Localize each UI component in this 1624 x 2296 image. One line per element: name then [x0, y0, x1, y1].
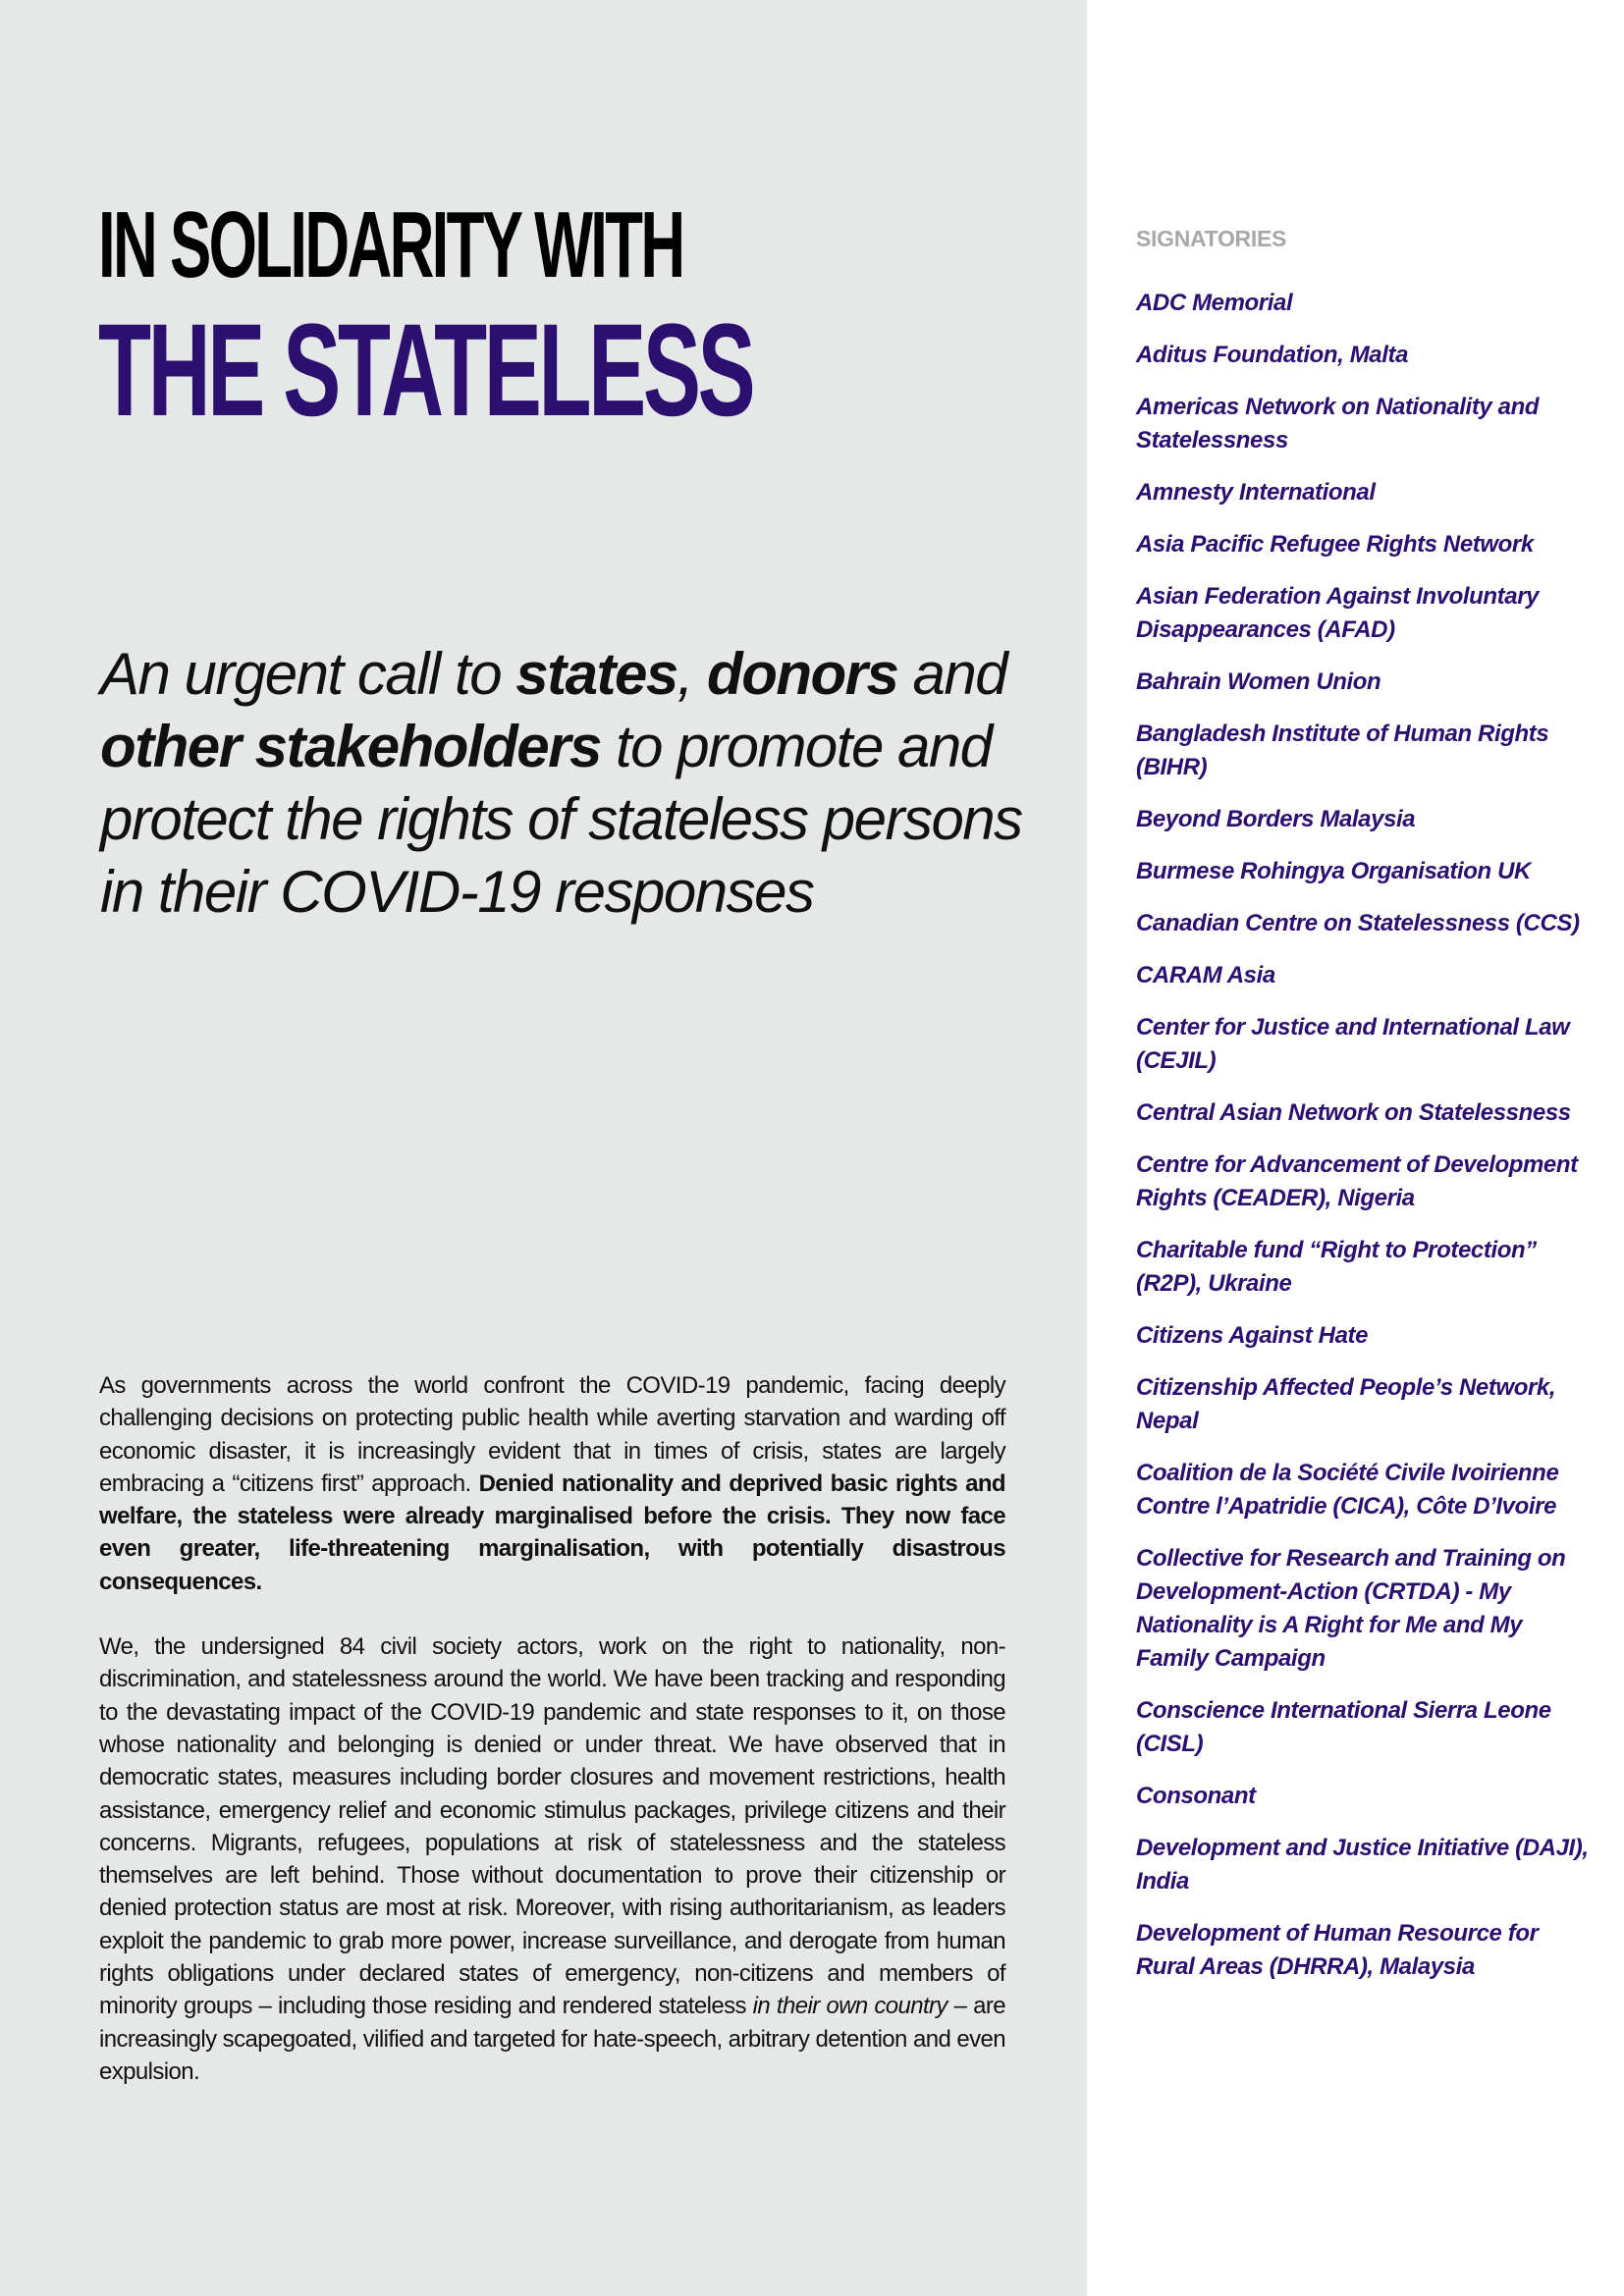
signatory-item: Bahrain Women Union: [1136, 668, 1381, 695]
signatory-item: Coalition de la Société Civile Ivoirienne Contre l’Apatridie (CICA), Côte D’Ivoire: [1136, 1460, 1559, 1520]
subtitle-emphasis-states: states: [515, 641, 677, 707]
signatory-item: Development and Justice Initiative (DAJI), India: [1136, 1835, 1589, 1895]
signatory-item: Central Asian Network on Statelessness: [1136, 1099, 1571, 1126]
signatory-item: Asia Pacific Refugee Rights Network: [1136, 531, 1534, 558]
signatory-item: Bangladesh Institute of Human Rights (BIHR): [1136, 721, 1549, 780]
signatory-item: Centre for Advancement of Development Rights (CEADER), Nigeria: [1136, 1151, 1578, 1211]
signatory-item: Burmese Rohingya Organisation UK: [1136, 858, 1531, 884]
signatories-heading: SIGNATORIES: [1136, 226, 1287, 251]
body-text: [99, 1369, 1005, 2088]
signatory-item: Consonant: [1136, 1783, 1256, 1809]
subtitle-emphasis-stakeholders: other stakeholders: [100, 714, 601, 779]
paragraph-1-text: As governments across the world confront the COVID-19 pandemic, facing deeply challenging decisions on protecting public health while averting starvation and warding off economic disaster, it is increasingly evident that in times of crisis, states are largely embracing a “citizens first” approach.: [99, 1372, 1005, 1497]
signatory-item: Development of Human Resource for Rural Areas (DHRRA), Malaysia: [1136, 1920, 1539, 1980]
subtitle-text: ,: [677, 641, 708, 707]
paragraph-2: [99, 1630, 1005, 2088]
paragraph-1-bold-text: Denied nationality and deprived basic rights and welfare, the stateless were already marginalised before the crisis. They now face even greater, life-threatening marginalisation, with potentially disastrous consequences.: [99, 1469, 1005, 1595]
signatories-sidebar: [1136, 222, 1597, 2002]
signatories-list: [1136, 287, 1597, 1984]
signatory-item: Charitable fund “Right to Protection” (R2P), Ukraine: [1136, 1237, 1537, 1297]
signatory-item: CARAM Asia: [1136, 962, 1275, 988]
signatory-item: Citizenship Affected People’s Network, Nepal: [1136, 1374, 1556, 1434]
title-line-1: IN SOLIDARITY WITH: [98, 192, 683, 297]
signatory-item: Collective for Research and Training on Development-Action (CRTDA) - My Nationality is A Right for Me and My Family Campaign: [1136, 1545, 1566, 1672]
paragraph-1: [99, 1369, 1005, 1598]
subtitle-emphasis-donors: donors: [707, 641, 898, 707]
subtitle-text: An urgent call to: [100, 641, 516, 707]
paragraph-2-text-end: – are increasingly scapegoated, vilified and targeted for hate-speech, arbitrary detention and even expulsion.: [99, 1993, 1005, 2085]
signatory-item: Americas Network on Nationality and Statelessness: [1136, 394, 1540, 454]
subtitle-text: to promote and protect the rights of stateless persons in their COVID-19 responses: [100, 714, 1022, 925]
title-line-2: THE STATELESS: [98, 297, 753, 444]
signatory-item: Asian Federation Against Involuntary Disappearances (AFAD): [1136, 583, 1540, 643]
signatory-item: Center for Justice and International Law (CEJIL): [1136, 1014, 1570, 1074]
signatory-item: Citizens Against Hate: [1136, 1322, 1369, 1349]
paragraph-2-text: We, the undersigned 84 civil society actors, work on the right to nationality, non-discrimination, and statelessness around the world. We have been tracking and responding to the devastating impact of the COVID-19 pandemic and state responses to it, on those whose nationality and belonging is denied or under threat. We have observed that in democratic states, measures including border closures and movement restrictions, health assistance, emergency relief and economic stimulus packages, privilege citizens and their concerns. Migrants, refugees, populations at risk of statelessness and the stateless themselves are left behind. Those without documentation to prove their citizenship or denied protection status are most at risk. Moreover, with rising authoritarianism, as leaders exploit the pandemic to grab more power, increase surveillance, and derogate from human rights obligations under declared states of emergency, non-citizens and members of minority groups – including those residing and rendered stateless: [99, 1633, 1005, 2020]
signatory-item: Aditus Foundation, Malta: [1136, 342, 1409, 368]
signatory-item: Conscience International Sierra Leone (CISL): [1136, 1697, 1551, 1757]
signatory-item: Beyond Borders Malaysia: [1136, 806, 1416, 832]
signatory-item: ADC Memorial: [1136, 290, 1293, 316]
paragraph-2-italic-text: in their own country: [752, 1993, 947, 2020]
subtitle: [100, 638, 1043, 929]
signatory-item: Amnesty International: [1136, 479, 1376, 506]
subtitle-text: and: [897, 641, 1007, 707]
signatory-item: Canadian Centre on Statelessness (CCS): [1136, 910, 1580, 936]
